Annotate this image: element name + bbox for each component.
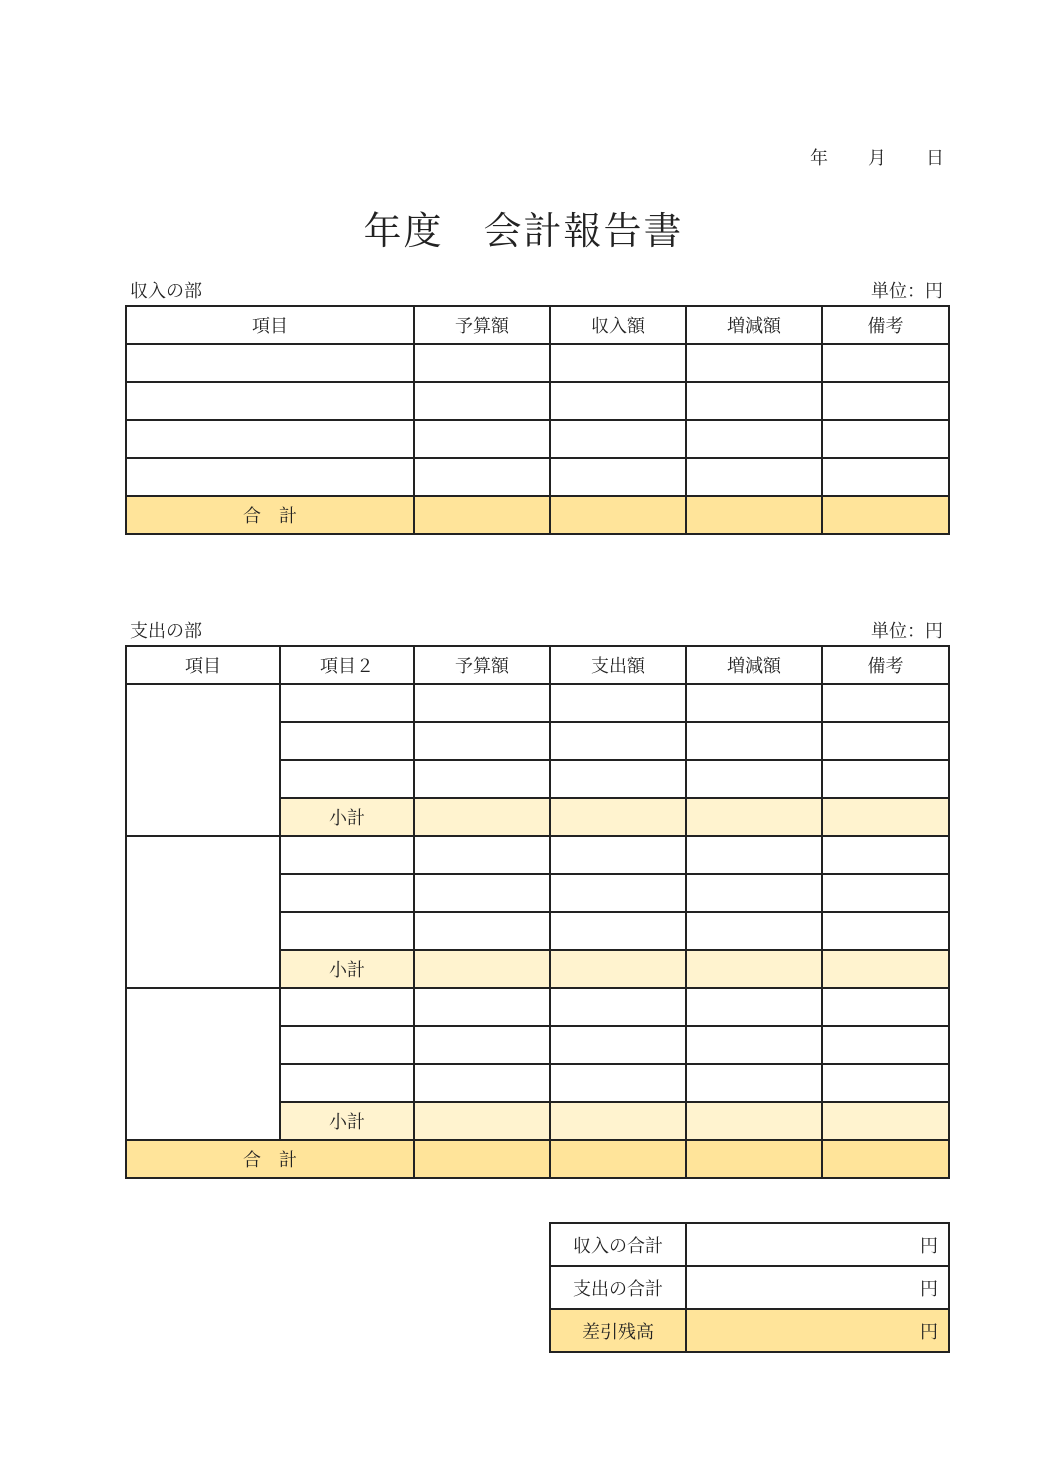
- income-unit: 単位：円: [871, 281, 943, 302]
- expense-category-cell[interactable]: [126, 988, 280, 1140]
- summary-expense-value[interactable]: 円: [686, 1266, 949, 1309]
- cell[interactable]: [550, 798, 686, 836]
- income-header-change: 増減額: [686, 306, 822, 344]
- cell[interactable]: [822, 684, 949, 722]
- cell[interactable]: [550, 420, 686, 458]
- cell[interactable]: [822, 420, 949, 458]
- table-row: [126, 420, 949, 458]
- expense-unit: 単位：円: [871, 621, 943, 642]
- expense-header-expense: 支出額: [550, 646, 686, 684]
- cell[interactable]: [280, 836, 414, 874]
- table-row: [126, 836, 949, 874]
- cell[interactable]: [550, 344, 686, 382]
- income-header-remarks: 備考: [822, 306, 949, 344]
- cell[interactable]: [550, 496, 686, 534]
- cell[interactable]: [414, 382, 550, 420]
- cell[interactable]: [822, 382, 949, 420]
- income-section-label: 収入の部: [130, 281, 202, 302]
- table-row: [126, 344, 949, 382]
- cell[interactable]: [414, 988, 550, 1026]
- cell[interactable]: [414, 1102, 550, 1140]
- cell[interactable]: [280, 760, 414, 798]
- cell[interactable]: [414, 836, 550, 874]
- expense-section-label: 支出の部: [130, 621, 202, 642]
- cell[interactable]: [280, 912, 414, 950]
- page-title: [0, 200, 1047, 255]
- cell[interactable]: [550, 836, 686, 874]
- date-year: 年: [810, 148, 828, 169]
- expense-category-cell[interactable]: [126, 836, 280, 988]
- cell[interactable]: [686, 1026, 822, 1064]
- cell[interactable]: [280, 722, 414, 760]
- income-header-item: 項目: [126, 306, 414, 344]
- table-row: [126, 988, 949, 1026]
- date-line: [800, 144, 950, 168]
- expense-total-label: 合 計: [126, 1140, 414, 1178]
- summary-balance-label: 差引残高: [550, 1309, 686, 1352]
- cell[interactable]: [822, 1026, 949, 1064]
- cell[interactable]: [550, 950, 686, 988]
- table-row: [126, 382, 949, 420]
- cell[interactable]: [550, 1026, 686, 1064]
- cell[interactable]: [550, 1102, 686, 1140]
- cell[interactable]: [550, 382, 686, 420]
- cell[interactable]: [686, 458, 822, 496]
- cell[interactable]: [280, 684, 414, 722]
- cell[interactable]: [822, 988, 949, 1026]
- cell[interactable]: [280, 874, 414, 912]
- summary-balance-value[interactable]: 円: [686, 1309, 949, 1352]
- cell[interactable]: [822, 912, 949, 950]
- cell[interactable]: [686, 798, 822, 836]
- cell[interactable]: [822, 344, 949, 382]
- cell[interactable]: [686, 420, 822, 458]
- subtotal-label: 小計: [280, 798, 414, 836]
- expense-category-cell[interactable]: [126, 684, 280, 836]
- cell[interactable]: [550, 988, 686, 1026]
- cell[interactable]: [414, 874, 550, 912]
- cell[interactable]: [414, 344, 550, 382]
- expense-header-change: 増減額: [686, 646, 822, 684]
- cell[interactable]: [414, 912, 550, 950]
- cell[interactable]: [822, 798, 949, 836]
- cell[interactable]: [414, 458, 550, 496]
- cell[interactable]: [686, 344, 822, 382]
- cell[interactable]: [550, 912, 686, 950]
- summary-income-value[interactable]: 円: [686, 1223, 949, 1266]
- expense-total-row: [126, 1140, 949, 1178]
- title-report: 会計報告書: [483, 209, 684, 253]
- summary-income-label: 収入の合計: [550, 1223, 686, 1266]
- subtotal-label: 小計: [280, 950, 414, 988]
- cell[interactable]: [822, 458, 949, 496]
- cell[interactable]: [686, 1102, 822, 1140]
- cell[interactable]: [280, 1064, 414, 1102]
- cell[interactable]: [822, 760, 949, 798]
- cell[interactable]: [822, 1102, 949, 1140]
- cell[interactable]: [550, 722, 686, 760]
- cell[interactable]: [280, 1026, 414, 1064]
- income-table: [125, 305, 950, 535]
- cell[interactable]: [414, 420, 550, 458]
- cell[interactable]: [414, 496, 550, 534]
- cell[interactable]: [686, 1064, 822, 1102]
- cell[interactable]: [550, 684, 686, 722]
- cell[interactable]: [686, 874, 822, 912]
- cell[interactable]: [822, 1064, 949, 1102]
- cell[interactable]: [822, 836, 949, 874]
- expense-header-budget: 予算額: [414, 646, 550, 684]
- date-day: 日: [926, 148, 944, 169]
- cell[interactable]: [686, 760, 822, 798]
- income-header-budget: 予算額: [414, 306, 550, 344]
- title-fiscal-year: 年度: [363, 209, 444, 253]
- cell[interactable]: [686, 912, 822, 950]
- expense-header-remarks: 備考: [822, 646, 949, 684]
- cell[interactable]: [414, 760, 550, 798]
- cell[interactable]: [550, 1140, 686, 1178]
- date-month: 月: [868, 148, 886, 169]
- expense-header-item2: 項目２: [280, 646, 414, 684]
- cell[interactable]: [550, 760, 686, 798]
- cell[interactable]: [414, 1026, 550, 1064]
- income-total-row: [126, 496, 949, 534]
- cell[interactable]: [822, 496, 949, 534]
- cell[interactable]: [822, 722, 949, 760]
- cell[interactable]: [414, 1064, 550, 1102]
- cell[interactable]: [686, 722, 822, 760]
- cell[interactable]: [414, 1140, 550, 1178]
- summary-table: [549, 1222, 950, 1353]
- expense-header-item: 項目: [126, 646, 280, 684]
- cell[interactable]: [686, 382, 822, 420]
- cell[interactable]: [126, 458, 414, 496]
- cell[interactable]: [550, 874, 686, 912]
- cell[interactable]: [686, 1140, 822, 1178]
- income-total-label: 合 計: [126, 496, 414, 534]
- cell[interactable]: [822, 1140, 949, 1178]
- income-header-income: 収入額: [550, 306, 686, 344]
- cell[interactable]: [414, 798, 550, 836]
- cell[interactable]: [414, 950, 550, 988]
- summary-expense-label: 支出の合計: [550, 1266, 686, 1309]
- cell[interactable]: [414, 684, 550, 722]
- subtotal-label: 小計: [280, 1102, 414, 1140]
- cell[interactable]: [686, 950, 822, 988]
- cell[interactable]: [414, 722, 550, 760]
- cell[interactable]: [686, 496, 822, 534]
- cell[interactable]: [822, 950, 949, 988]
- cell[interactable]: [550, 458, 686, 496]
- table-row: [126, 684, 949, 722]
- cell[interactable]: [126, 344, 414, 382]
- table-row: [126, 458, 949, 496]
- cell[interactable]: [550, 1064, 686, 1102]
- cell[interactable]: [686, 684, 822, 722]
- cell[interactable]: [126, 420, 414, 458]
- expense-table: [125, 645, 950, 1179]
- cell[interactable]: [126, 382, 414, 420]
- cell[interactable]: [822, 874, 949, 912]
- cell[interactable]: [686, 836, 822, 874]
- cell[interactable]: [686, 988, 822, 1026]
- cell[interactable]: [280, 988, 414, 1026]
